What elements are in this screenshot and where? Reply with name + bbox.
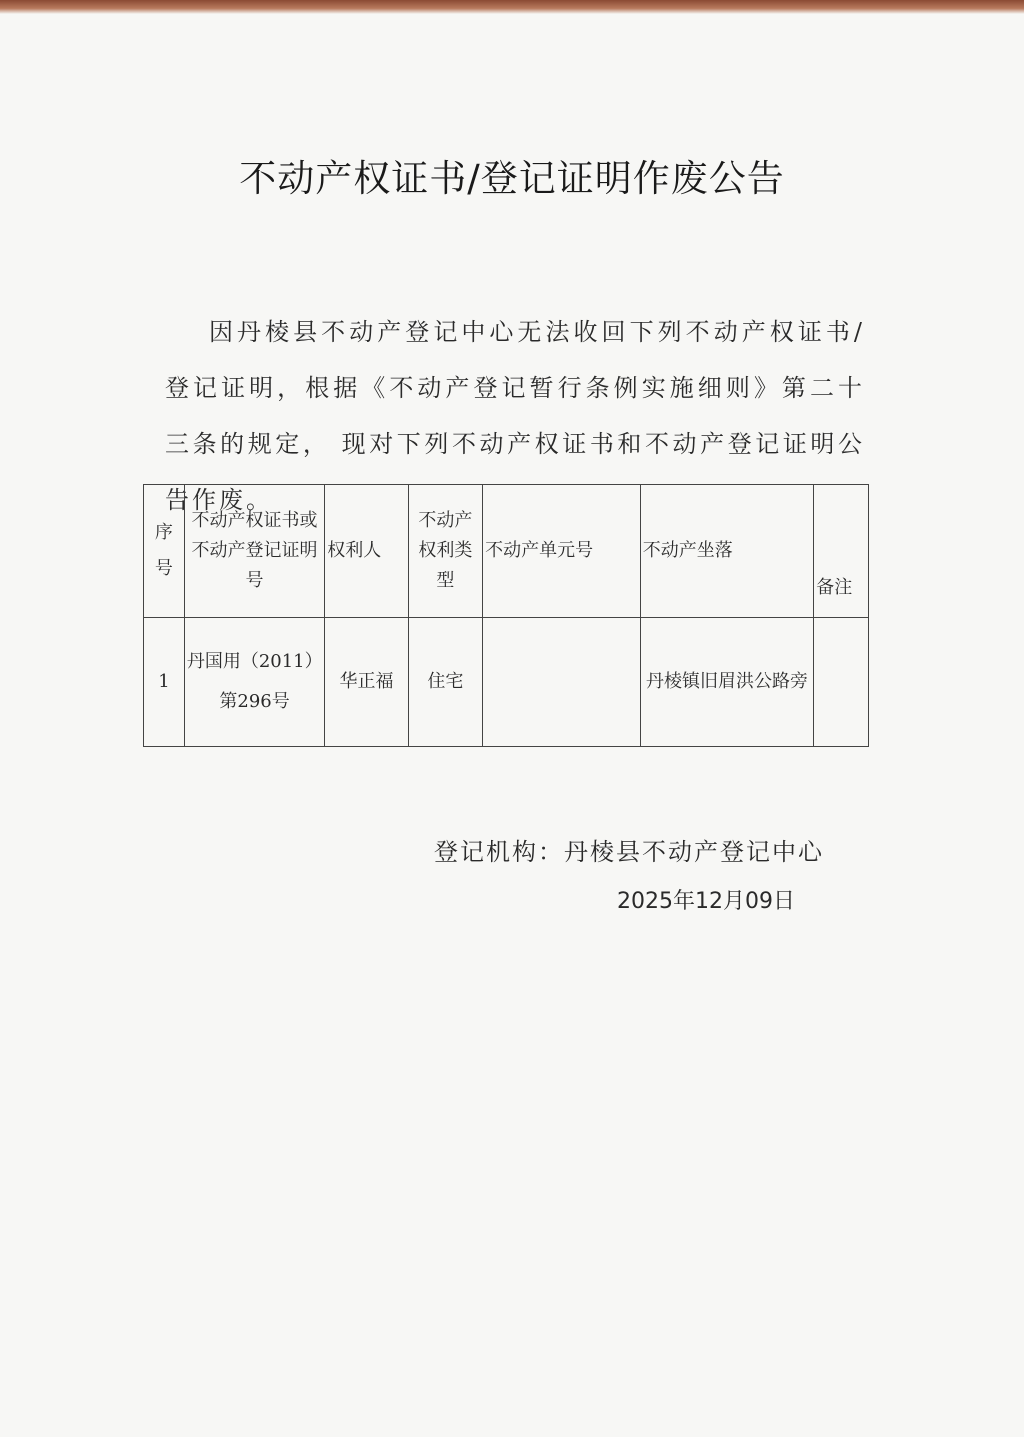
cell-cert-no-line2: 第296号 xyxy=(219,691,290,712)
header-remark: 备注 xyxy=(814,485,869,618)
cell-holder: 华正福 xyxy=(325,618,408,747)
notice-date: 2025年12月09日 xyxy=(617,889,795,914)
cell-remark xyxy=(814,618,869,747)
notice-table xyxy=(143,484,869,747)
table-header-row xyxy=(144,485,869,618)
cell-cert-no xyxy=(184,618,324,747)
cell-location: 丹棱镇旧眉洪公路旁 xyxy=(640,618,813,747)
page-title: 不动产权证书/登记证明作废公告 xyxy=(239,157,785,200)
header-right-type: 不动产权利类型 xyxy=(408,485,482,618)
header-seq: 序号 xyxy=(144,485,185,618)
header-location: 不动产坐落 xyxy=(640,485,813,618)
cell-unit-no xyxy=(483,618,641,747)
header-cert-no: 不动产权证书或不动产登记证明号 xyxy=(184,485,324,618)
cell-cert-no-line1: 丹国用（2011） xyxy=(186,651,323,672)
cell-right-type: 住宅 xyxy=(408,618,482,747)
header-unit-no: 不动产单元号 xyxy=(483,485,641,618)
notice-body: 因丹棱县不动产登记中心无法收回下列不动产权证书/登记证明，根据《不动产登记暂行条例实施细则》第二十三条的规定， 现对下列不动产权证书和不动产登记证明公告作废。 xyxy=(165,318,865,514)
table-row xyxy=(144,618,869,747)
issuing-authority: 登记机构：丹棱县不动产登记中心 xyxy=(434,838,824,866)
header-holder: 权利人 xyxy=(325,485,408,618)
cell-seq: 1 xyxy=(144,618,185,747)
